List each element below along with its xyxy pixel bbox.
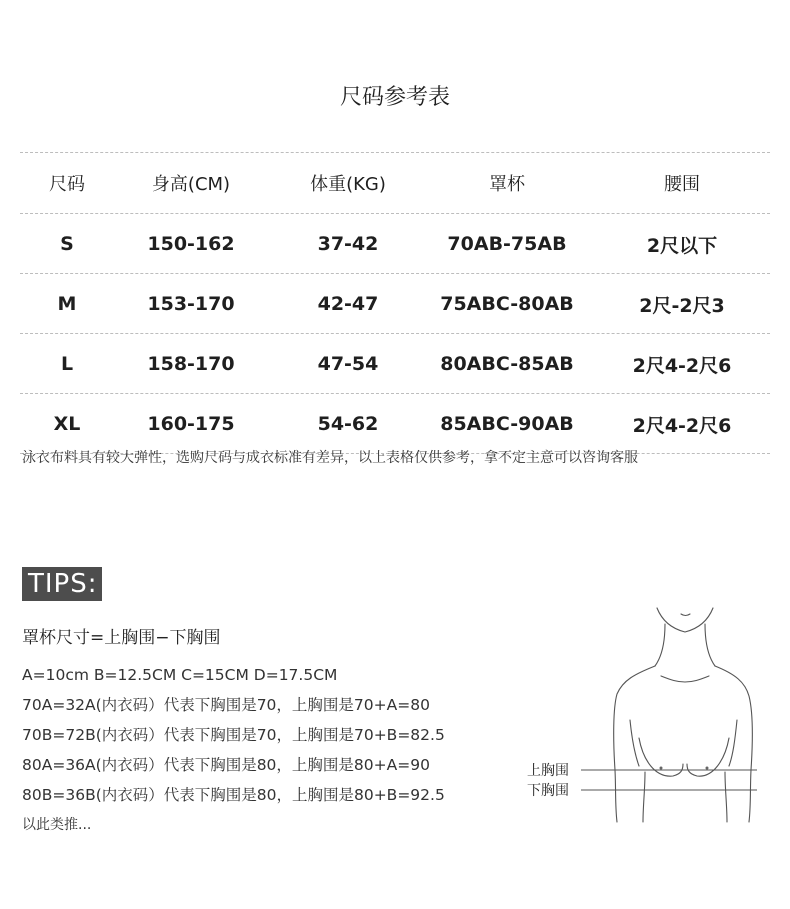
cell-weight: 47-54 xyxy=(317,353,379,375)
table-row xyxy=(20,334,770,394)
table-row xyxy=(20,394,770,454)
cell-waist: 2尺-2尺3 xyxy=(639,294,725,317)
size-table xyxy=(20,152,770,454)
cell-weight: 42-47 xyxy=(317,293,379,315)
cell-height: 160-175 xyxy=(147,413,235,435)
cell-height: 150-162 xyxy=(147,233,235,255)
cell-cup: 85ABC-90AB xyxy=(440,413,574,435)
cell-waist: 2尺4-2尺6 xyxy=(632,354,732,377)
bust-diagram xyxy=(505,600,775,830)
header-waist: 腰围 xyxy=(664,174,700,195)
header-weight: 体重(KG) xyxy=(310,174,386,195)
cell-cup: 75ABC-80AB xyxy=(440,293,574,315)
header-size: 尺码 xyxy=(49,174,85,195)
page-title: 尺码参考表 xyxy=(339,85,450,110)
cell-weight: 37-42 xyxy=(317,233,379,255)
cell-height: 153-170 xyxy=(147,293,235,315)
cell-waist: 2尺以下 xyxy=(646,234,718,257)
table-row xyxy=(20,274,770,334)
header-cup: 罩杯 xyxy=(489,174,525,195)
cup-formula: 罩杯尺寸=上胸围−下胸围 xyxy=(22,628,221,648)
cup-info-list xyxy=(22,660,445,840)
tips-badge: TIPS: xyxy=(22,567,102,601)
under-bust-label: 下胸围 xyxy=(527,783,569,799)
cell-height: 158-170 xyxy=(147,353,235,375)
cell-waist: 2尺4-2尺6 xyxy=(632,414,732,437)
size-note: 泳衣布料具有较大弹性，选购尺码与成衣标准有差异，以上表格仅供参考，拿不定主意可以咨询客服 xyxy=(22,450,638,466)
upper-bust-label: 上胸围 xyxy=(527,763,569,779)
nipple-dot xyxy=(706,767,709,770)
table-header-row xyxy=(20,152,770,214)
cell-cup: 70AB-75AB xyxy=(447,233,567,255)
cell-size: S xyxy=(60,233,74,255)
table-row xyxy=(20,214,770,274)
cup-example-line: 80A=36A(内衣码）代表下胸围是80，上胸围是80+A=90 xyxy=(22,756,430,774)
cell-cup: 80ABC-85AB xyxy=(440,353,574,375)
etc-line: 以此类推... xyxy=(22,817,92,833)
cell-size: XL xyxy=(53,413,81,435)
cup-increment-line: A=10cm B=12.5CM C=15CM D=17.5CM xyxy=(22,666,338,684)
header-height: 身高(CM) xyxy=(151,174,231,195)
cup-example-line: 70A=32A(内衣码）代表下胸围是70，上胸围是70+A=80 xyxy=(22,696,430,714)
cup-example-line: 80B=36B(内衣码）代表下胸围是80，上胸围是80+B=92.5 xyxy=(22,786,445,804)
cell-size: L xyxy=(60,353,74,375)
cell-size: M xyxy=(57,293,77,315)
nipple-dot xyxy=(660,767,663,770)
cell-weight: 54-62 xyxy=(317,413,379,435)
cup-example-line: 70B=72B(内衣码）代表下胸围是70，上胸围是70+B=82.5 xyxy=(22,726,445,744)
